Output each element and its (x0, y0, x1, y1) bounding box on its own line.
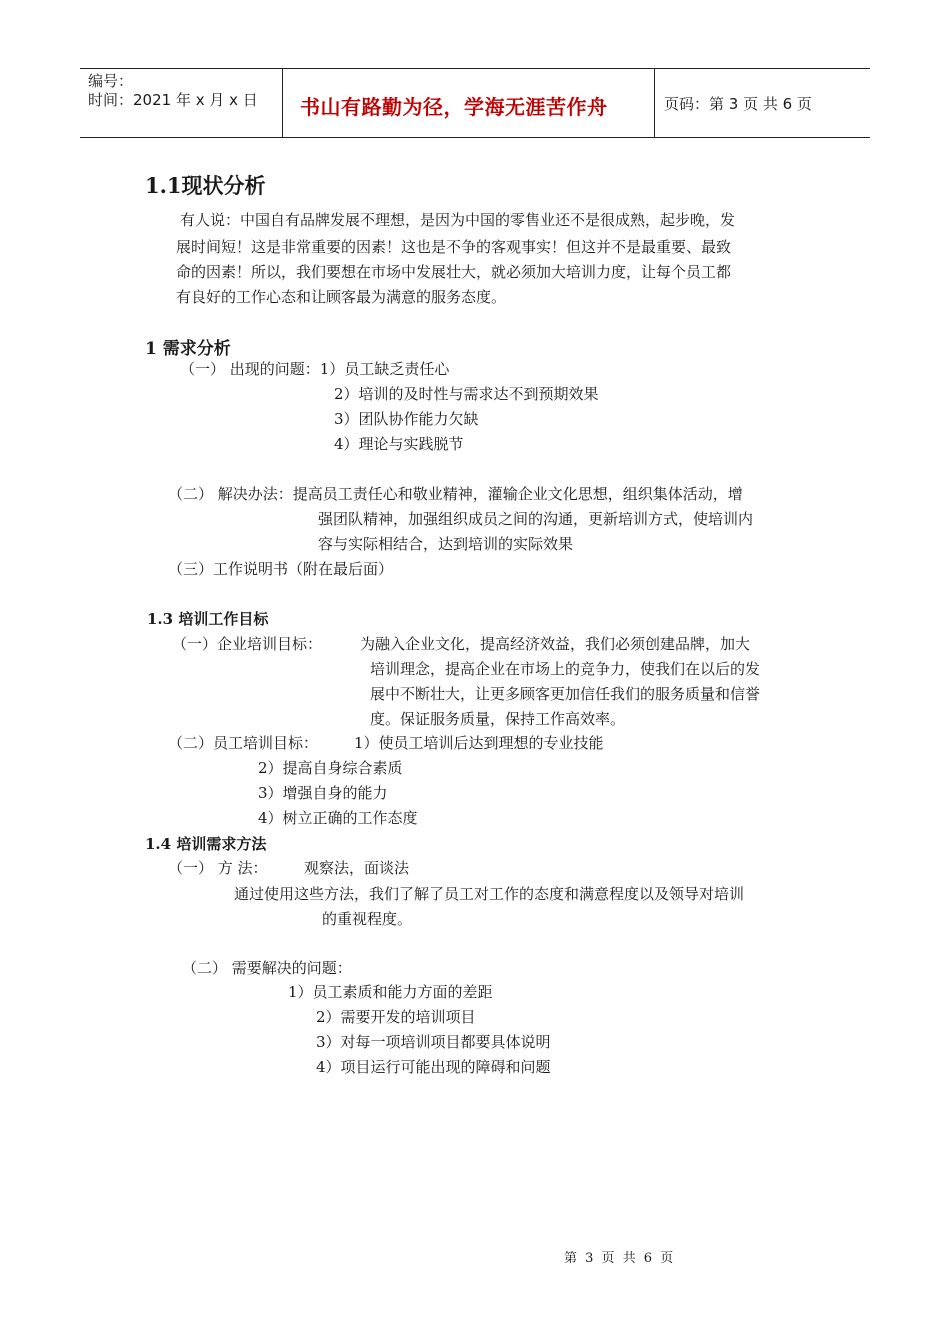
goal-item: 2）提高自身综合素质 (258, 759, 403, 777)
header-divider (282, 69, 283, 137)
section-title-1-1: 1.1现状分析 (145, 173, 266, 198)
header-divider (654, 69, 655, 137)
problem-item: 3）团队协作能力欠缺 (334, 410, 479, 428)
problem-line: （一） 出现的问题：1）员工缺乏责任心 (180, 360, 450, 378)
section-title-1-4: 1.4 培训需求方法 (145, 835, 267, 853)
header-time: 时间：2021 年 x 月 x 日 (88, 91, 258, 109)
goal-label: （一）企业培训目标： (172, 635, 323, 653)
method-label: （一） 方 法： (168, 859, 268, 877)
header-page-number: 页码：第 3 页 共 6 页 (664, 95, 812, 113)
issue-item: 2）需要开发的培训项目 (316, 1008, 476, 1026)
issue-item: 4）项目运行可能出现的障碍和问题 (316, 1058, 551, 1076)
paragraph-line: 展时间短！这是非常重要的因素！这也是不争的客观事实！但这并不是最重要、最致 (176, 238, 732, 256)
issue-item: 3）对每一项培训项目都要具体说明 (316, 1033, 551, 1051)
method-line: 的重视程度。 (322, 910, 413, 928)
solution-line: 容与实际相结合，达到培训的实际效果 (318, 535, 574, 553)
page-footer: 第 3 页 共 6 页 (564, 1251, 676, 1266)
problem-item: 2）培训的及时性与需求达不到预期效果 (334, 385, 599, 403)
section-title-1-3: 1.3 培训工作目标 (147, 610, 269, 628)
goal-label: （二）员工培训目标： (168, 734, 319, 752)
paragraph-line: 有人说：中国自有品牌发展不理想，是因为中国的零售业还不是很成熟，起步晚，发 (180, 211, 736, 229)
paragraph-line: 命的因素！所以，我们要想在市场中发展壮大，就必须加大培训力度，让每个员工都 (176, 263, 732, 281)
paragraph-line: 有良好的工作心态和让顾客最为满意的服务态度。 (176, 288, 507, 306)
method-line: 通过使用这些方法，我们了解了员工对工作的态度和满意程度以及领导对培训 (234, 885, 745, 903)
section-title-1: 1 需求分析 (145, 339, 231, 359)
issue-item: 1）员工素质和能力方面的差距 (288, 983, 493, 1001)
goal-item: 1）使员工培训后达到理想的专业技能 (354, 734, 604, 752)
issues-label: （二） 需要解决的问题： (182, 959, 352, 977)
problem-item: 4）理论与实践脱节 (334, 435, 464, 453)
goal-line: 培训理念，提高企业在市场上的竞争力，使我们在以后的发 (370, 660, 761, 678)
job-description-line: （三）工作说明书（附在最后面） (168, 560, 394, 578)
method-value: 观察法，面谈法 (304, 859, 410, 877)
header-number: 编号： (88, 72, 134, 90)
header-motto: 书山有路勤为径，学海无涯苦作舟 (300, 95, 608, 119)
goal-line: 为融入企业文化，提高经济效益，我们必须创建品牌，加大 (360, 635, 751, 653)
solution-line: 强团队精神，加强组织成员之间的沟通，更新培训方式，使培训内 (318, 510, 754, 528)
solution-line: （二） 解决办法：提高员工责任心和敬业精神，灌输企业文化思想，组织集体活动，增 (168, 485, 743, 503)
goal-line: 度。保证服务质量，保持工作高效率。 (370, 710, 626, 728)
goal-item: 3）增强自身的能力 (258, 784, 388, 802)
goal-line: 展中不断壮大，让更多顾客更加信任我们的服务质量和信誉 (370, 685, 761, 703)
goal-item: 4）树立正确的工作态度 (258, 809, 418, 827)
